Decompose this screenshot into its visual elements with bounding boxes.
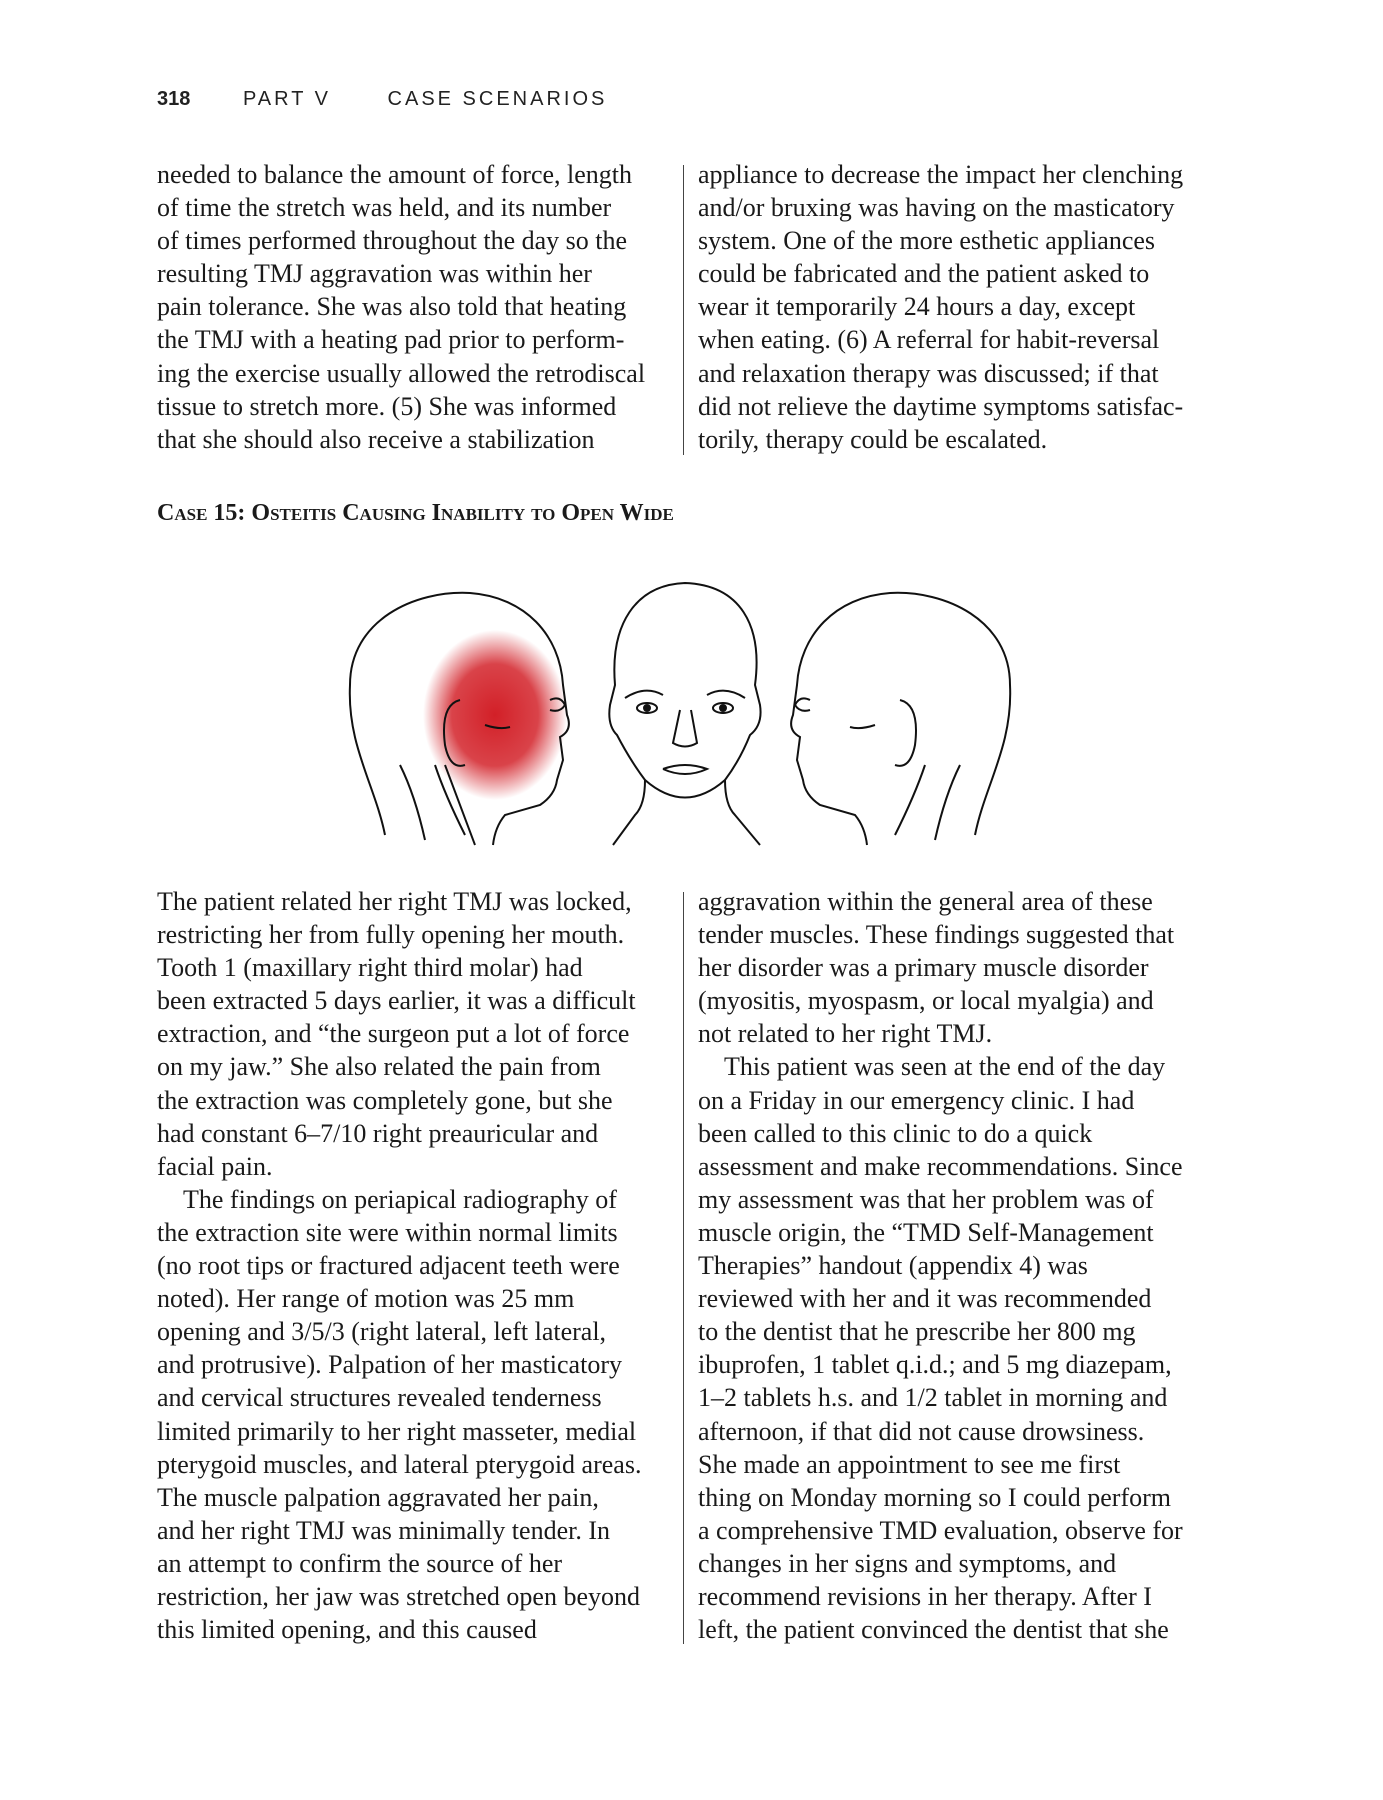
text-line: and protrusive). Palpation of her masticatory (157, 1350, 622, 1380)
text-line: The findings on periapical radiography of (183, 1184, 617, 1214)
text-line: tissue to stretch more. (5) She was informed (157, 391, 617, 421)
text-line: could be fabricated and the patient asked to (698, 259, 1150, 289)
text-line: Therapies” handout (appendix 4) was (698, 1251, 1088, 1281)
text-line: an attempt to confirm the source of her (157, 1548, 563, 1578)
part-label: PART V (242, 88, 331, 110)
text-line: afternoon, if that did not cause drowsiness. (698, 1416, 1145, 1446)
text-line: restriction, her jaw was stretched open beyond (157, 1581, 641, 1611)
text-line: system. One of the more esthetic appliances (698, 226, 1156, 256)
text-line: tender muscles. These findings suggested that (698, 920, 1175, 950)
text-line: Tooth 1 (maxillary right third molar) had (157, 953, 583, 983)
running-header (157, 88, 607, 111)
text-line: this limited opening, and this caused (157, 1615, 537, 1645)
text-line: when eating. (6) A referral for habit-reversal (698, 325, 1160, 355)
text-line: left, the patient convinced the dentist that she (698, 1615, 1169, 1645)
text-line: ing the exercise usually allowed the retrodiscal (157, 358, 646, 388)
bottom-right-column (698, 885, 1183, 1646)
text-line: 1–2 tablets h.s. and 1/2 tablet in morning and (698, 1383, 1168, 1413)
front-head (609, 583, 760, 845)
text-line: The patient related her right TMJ was locked, (157, 887, 632, 916)
text-line: noted). Her range of motion was 25 mm (157, 1284, 575, 1314)
right-profile-head (791, 593, 1010, 845)
text-line: the TMJ with a heating pad prior to perform- (157, 325, 625, 355)
text-line: ibuprofen, 1 tablet q.i.d.; and 5 mg diazepam, (698, 1350, 1172, 1380)
text-line: on my jaw.” She also related the pain from (157, 1052, 601, 1082)
text-line: been extracted 5 days earlier, it was a difficult (157, 986, 636, 1016)
page-number: 318 (157, 88, 191, 110)
text-line: not related to her right TMJ. (698, 1019, 993, 1049)
top-right-column (698, 158, 1183, 456)
text-line: recommend revisions in her therapy. After I (698, 1581, 1152, 1611)
text-line: had constant 6–7/10 right preauricular and (157, 1118, 599, 1148)
text-line: aggravation within the general area of these (698, 887, 1153, 916)
text-line: and relaxation therapy was discussed; if that (698, 358, 1159, 388)
text-line: She made an appointment to see me first (698, 1449, 1121, 1479)
text-line: a comprehensive TMD evaluation, observe for (698, 1515, 1183, 1545)
text-line: changes in her signs and symptoms, and (698, 1548, 1117, 1578)
text-line: facial pain. (157, 1151, 273, 1181)
text-line: torily, therapy could be escalated. (698, 424, 1048, 454)
text-line: restricting her from fully opening her mouth. (157, 920, 625, 950)
section-label: CASE SCENARIOS (387, 88, 608, 110)
text-line: assessment and make recommendations. Since (698, 1151, 1183, 1181)
text-line: did not relieve the daytime symptoms satisfac- (698, 391, 1184, 421)
column-divider (683, 165, 684, 455)
text-line: on a Friday in our emergency clinic. I had (698, 1085, 1135, 1115)
text-line: wear it temporarily 24 hours a day, except (698, 292, 1136, 322)
text-line: limited primarily to her right masseter, medial (157, 1416, 637, 1446)
text-line: that she should also receive a stabilization (157, 424, 595, 454)
text-line: been called to this clinic to do a quick (698, 1118, 1093, 1148)
text-line: of time the stretch was held, and its number (157, 193, 612, 223)
text-line: the extraction site were within normal limits (157, 1217, 618, 1247)
text-line: the extraction was completely gone, but she (157, 1085, 613, 1115)
column-divider (683, 892, 684, 1644)
text-line: her disorder was a primary muscle disorder (698, 953, 1149, 983)
text-line: to the dentist that he prescribe her 800 mg (698, 1317, 1136, 1347)
left-profile-head (350, 593, 569, 845)
text-line: pterygoid muscles, and lateral pterygoid areas. (157, 1449, 642, 1479)
text-line: and/or bruxing was having on the masticatory (698, 193, 1175, 223)
text-line: This patient was seen at the end of the day (724, 1052, 1166, 1082)
text-line: (no root tips or fractured adjacent teeth were (157, 1251, 620, 1281)
text-line: pain tolerance. She was also told that heating (157, 292, 627, 322)
text-line: resulting TMJ aggravation was within her (157, 259, 592, 289)
text-line: The muscle palpation aggravated her pain, (157, 1482, 599, 1512)
text-line: reviewed with her and it was recommended (698, 1284, 1152, 1314)
text-line: needed to balance the amount of force, length (157, 160, 633, 189)
text-line: my assessment was that her problem was of (698, 1184, 1154, 1214)
bottom-left-column (157, 885, 641, 1646)
text-line: of times performed throughout the day so the (157, 226, 628, 256)
text-line: opening and 3/5/3 (right lateral, left lateral, (157, 1317, 607, 1347)
case-heading: Case 15: Osteitis Causing Inability to Open Wide (157, 500, 674, 526)
text-line: and cervical structures revealed tenderness (157, 1383, 602, 1413)
top-left-column (157, 158, 645, 456)
pain-area-highlight (423, 630, 567, 800)
text-line: muscle origin, the “TMD Self-Management (698, 1217, 1154, 1247)
text-line: extraction, and “the surgeon put a lot of force (157, 1019, 630, 1049)
text-line: appliance to decrease the impact her clenching (698, 160, 1184, 189)
text-line: thing on Monday morning so I could perform (698, 1482, 1171, 1512)
text-line: and her right TMJ was minimally tender. In (157, 1515, 610, 1545)
head-pain-referral-figure (345, 565, 1017, 850)
text-line: (myositis, myospasm, or local myalgia) and (698, 986, 1154, 1016)
